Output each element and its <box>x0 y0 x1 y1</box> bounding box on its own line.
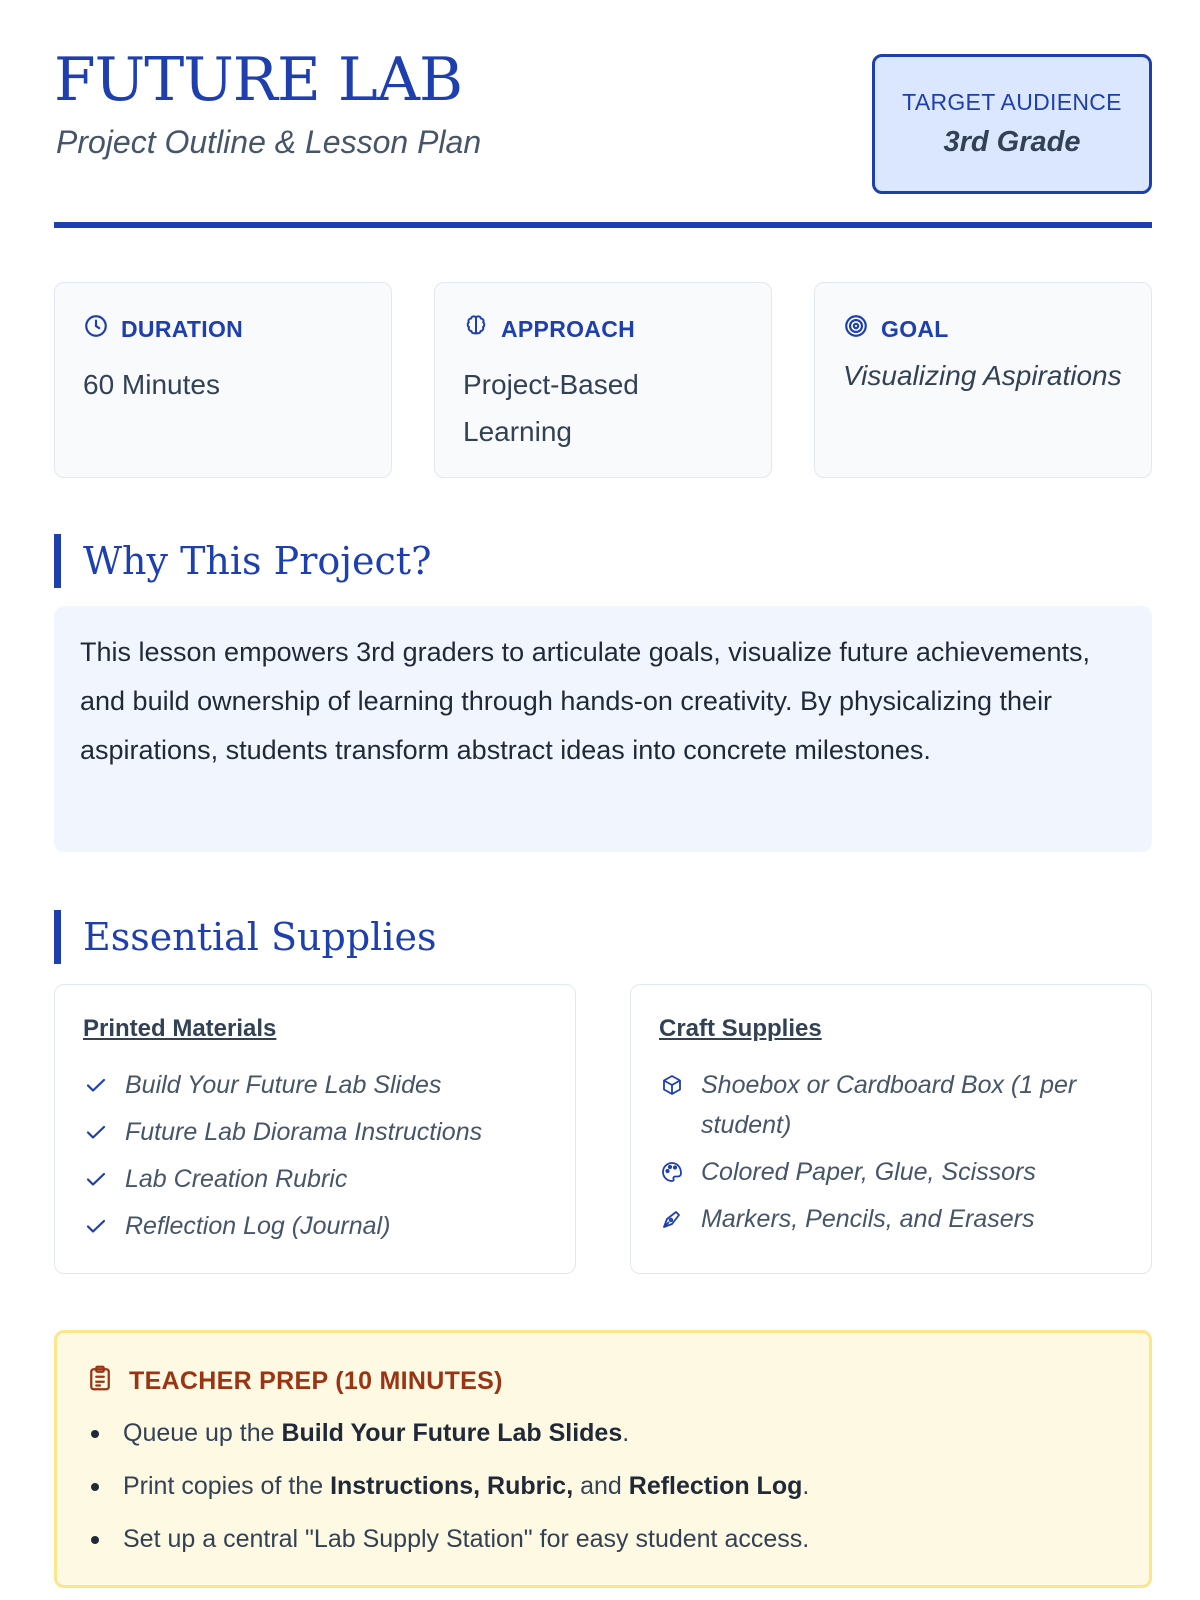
craft-supplies-card <box>630 984 1152 1274</box>
list-item: Shoebox or Cardboard Box (1 per student) <box>659 1065 1129 1145</box>
clipboard-icon <box>85 1363 115 1400</box>
list-item: Future Lab Diorama Instructions <box>83 1112 553 1152</box>
check-icon <box>83 1065 109 1105</box>
lesson-plan-page <box>54 0 1152 1553</box>
approach-card <box>434 282 772 478</box>
goal-card <box>814 282 1152 478</box>
info-cards <box>54 282 1152 478</box>
list-item: Colored Paper, Glue, Scissors <box>659 1152 1129 1192</box>
clock-icon <box>83 313 109 345</box>
printed-materials-list <box>83 1065 553 1253</box>
teacher-prep-title: TEACHER PREP (10 MINUTES) <box>129 1367 503 1395</box>
page-title: FUTURE LAB <box>54 45 463 115</box>
check-icon <box>83 1112 109 1152</box>
duration-label: DURATION <box>121 315 244 342</box>
list-item: Print copies of the Instructions, Rubric, and Reflection Log. <box>87 1466 1127 1506</box>
header <box>54 0 1152 232</box>
list-item: Markers, Pencils, and Erasers <box>659 1199 1129 1239</box>
supplies-heading: Essential Supplies <box>54 910 436 964</box>
target-audience-badge <box>872 54 1152 194</box>
duration-value: 60 Minutes <box>83 369 220 400</box>
approach-label: APPROACH <box>501 315 636 342</box>
check-icon <box>83 1159 109 1199</box>
list-item: Build Your Future Lab Slides <box>83 1065 553 1105</box>
craft-supplies-title: Craft Supplies <box>659 1015 822 1042</box>
craft-supplies-list <box>659 1065 1129 1246</box>
why-heading: Why This Project? <box>54 534 431 588</box>
list-item: Set up a central "Lab Supply Station" for easy student access. <box>87 1519 1127 1559</box>
goal-label: GOAL <box>881 315 949 342</box>
pen-icon <box>659 1199 685 1239</box>
printed-materials-card <box>54 984 576 1274</box>
page-subtitle: Project Outline & Lesson Plan <box>56 124 482 160</box>
approach-value: Project-Based Learning <box>463 369 639 447</box>
list-item: Queue up the Build Your Future Lab Slides. <box>87 1413 1127 1453</box>
palette-icon <box>659 1152 685 1192</box>
list-item: Lab Creation Rubric <box>83 1159 553 1199</box>
teacher-prep-list <box>87 1413 1127 1572</box>
box-icon <box>659 1065 685 1105</box>
header-divider <box>54 222 1152 228</box>
target-icon <box>843 313 869 345</box>
check-icon <box>83 1206 109 1246</box>
duration-card <box>54 282 392 478</box>
teacher-prep-box <box>54 1330 1152 1588</box>
audience-label: TARGET AUDIENCE <box>902 89 1122 115</box>
audience-value: 3rd Grade <box>943 126 1081 158</box>
brain-icon <box>463 313 489 345</box>
goal-value: Visualizing Aspirations <box>843 360 1122 391</box>
why-text: This lesson empowers 3rd graders to articulate goals, visualize future achievements, and build ownership of learning through hands-on creativity. By physicalizing their aspirations, students transform abstract ideas into concrete milestones. <box>54 606 1152 852</box>
printed-materials-title: Printed Materials <box>83 1015 277 1042</box>
list-item: Reflection Log (Journal) <box>83 1206 553 1246</box>
